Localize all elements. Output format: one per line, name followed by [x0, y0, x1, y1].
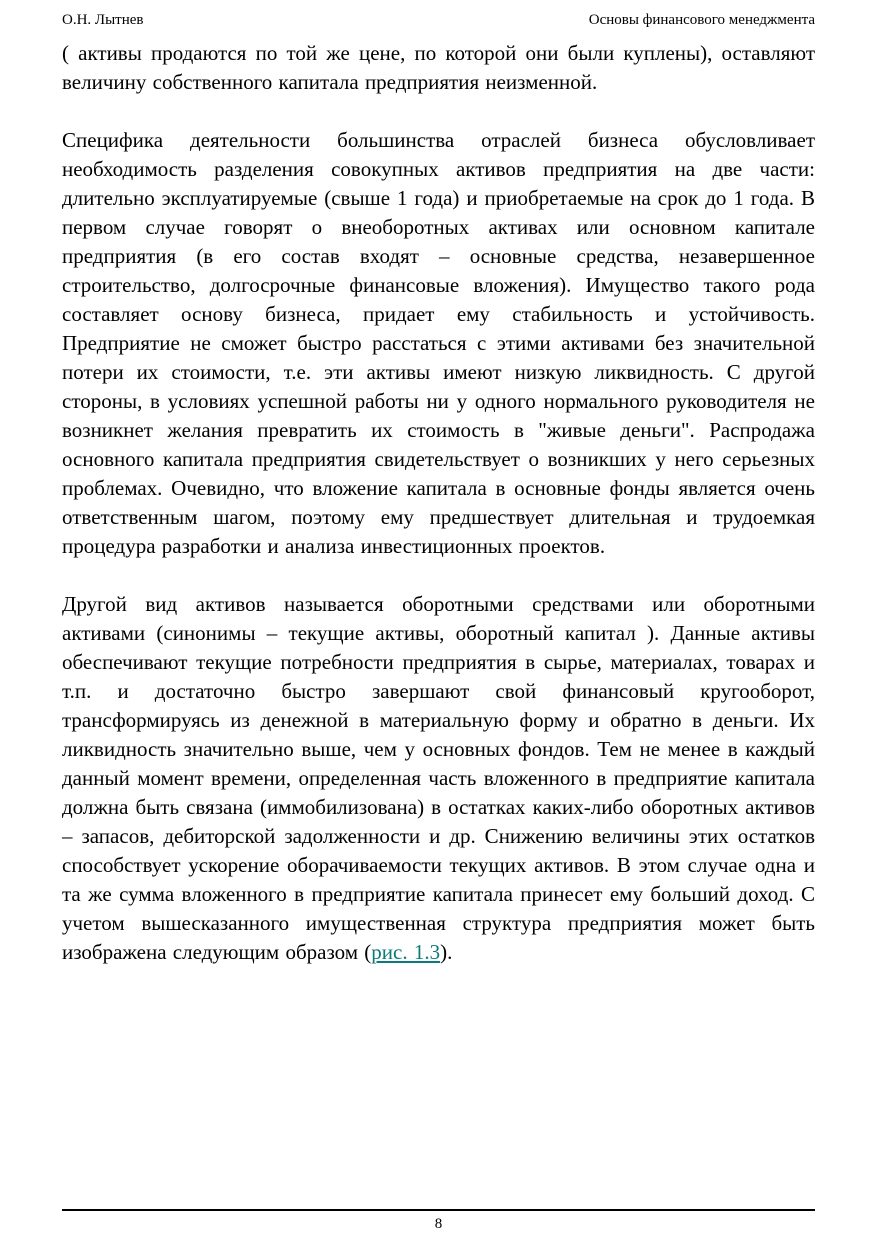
page-header [62, 12, 815, 29]
paragraph-2: Специфика деятельности большинства отраслей бизнеса обусловливает необходимость разделения совокупных активов предприятия на две части: длительно эксплуатируемые (свыше 1 года) и приобретаемые на срок до 1 года. В первом случае говорят о внеоборотных активах или основном капитале предприятия (в его состав входят – основные средства, незавершенное строительство, долгосрочные финансовые вложения). Имущество такого рода составляет основу бизнеса, придает ему стабильность и устойчивость. Предприятие не сможет быстро расстаться с этими активами без значительной потери их стоимости, т.е. эти активы имеют низкую ликвидность. С другой стороны, в условиях успешной работы ни у одного нормального руководителя не возникнет желания превратить их стоимость в "живые деньги". Распродажа основного капитала предприятия свидетельствует о возникших у него серьезных проблемах. Очевидно, что вложение капитала в основные фонды является очень ответственным шагом, поэтому ему предшествует длительная и трудоемкая процедура разработки и анализа инвестиционных проектов. [62, 128, 815, 558]
page-number: 8 [434, 1216, 443, 1232]
paragraph-3-text: Другой вид активов называется оборотными средствами или оборотными активами (синонимы – текущие активы, оборотный капитал ). Данные активы обеспечивают текущие потребности предприятия в сырье, материалах, товарах и т.п. и достаточно быстро завершают свой финансовый кругооборот, трансформируясь из денежной в материальную форму и обратно в деньги. Их ликвидность значительно выше, чем у основных фондов. Тем не менее в каждый данный момент времени, определенная часть вложенного в предприятие капитала должна быть связана (иммобилизована) в остатках каких-либо оборотных активов – запасов, дебиторской задолженности и др. Снижению величины этих остатков способствует ускорение оборачиваемости текущих активов. В этом случае одна и та же сумма вложенного в предприятие капитала принесет ему больший доход. С учетом вышесказанного имущественная структура предприятия может быть изображена следующим образом ( [62, 592, 815, 964]
page-content [62, 39, 815, 967]
footer-divider [62, 1209, 815, 1211]
page-footer [62, 1209, 815, 1233]
header-author: О.Н. Лытнев [62, 12, 144, 28]
paragraph-3 [62, 590, 815, 967]
paragraph-3-text-end: ). [440, 940, 453, 964]
header-book-title: Основы финансового менеджмента [588, 12, 815, 28]
paragraph-1: ( активы продаются по той же цене, по которой они были куплены), оставляют величину собственного капитала предприятия неизменной. [62, 41, 815, 94]
figure-1-3-link[interactable]: рис. 1.3 [371, 940, 441, 964]
